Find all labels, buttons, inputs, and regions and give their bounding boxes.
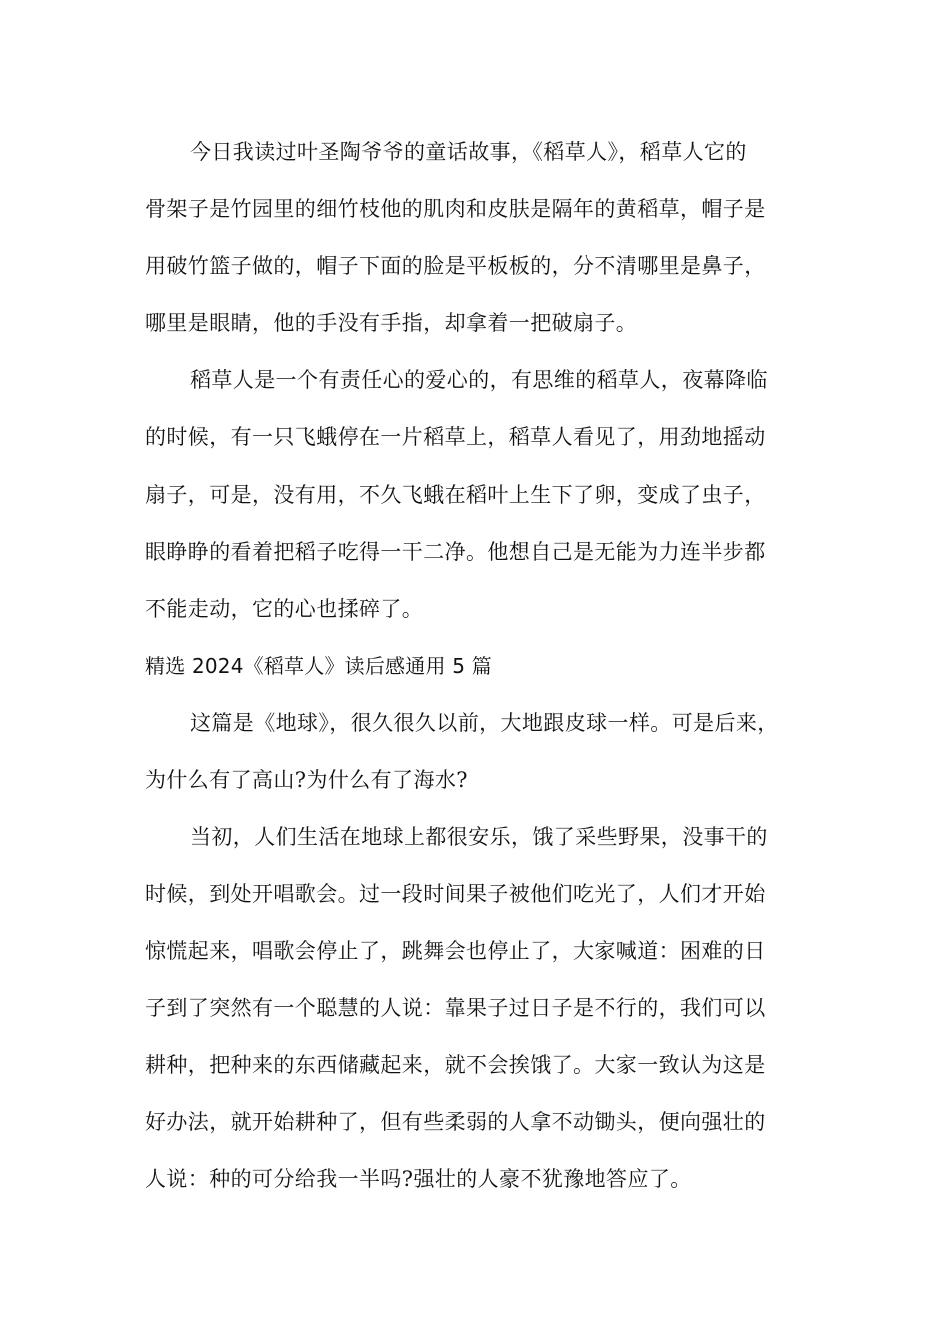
paragraph-line: 不能走动，它的心也揉碎了。 (145, 597, 424, 621)
paragraph-line: 扇子，可是，没有用，不久飞蛾在稻叶上生下了卵，变成了虫子， (145, 483, 766, 507)
paragraph-line: 今日我读过叶圣陶爷爷的童话故事，《稻草人》，稻草人它的 (190, 140, 747, 164)
paragraph-line: 好办法，就开始耕种了，但有些柔弱的人拿不动锄头，便向强壮的 (145, 1110, 766, 1134)
paragraph-line: 子到了突然有一个聪慧的人说：靠果子过日子是不行的，我们可以 (145, 996, 766, 1020)
paragraph-line: 耕种，把种来的东西储藏起来，就不会挨饿了。大家一致认为这是 (145, 1053, 766, 1077)
paragraph-line: 哪里是眼睛，他的手没有手指，却拿着一把破扇子。 (145, 311, 638, 335)
paragraph-line: 用破竹篮子做的，帽子下面的脸是平板板的，分不清哪里是鼻子， (145, 254, 766, 278)
paragraph-line: 当初，人们生活在地球上都很安乐，饿了采些野果，没事干的 (190, 825, 768, 849)
paragraph-line: 惊慌起来，唱歌会停止了，跳舞会也停止了，大家喊道：困难的日 (145, 939, 766, 963)
paragraph-line: 这篇是《地球》，很久很久以前，大地跟皮球一样。可是后来， (190, 711, 779, 735)
paragraph-line: 眼睁睁的看着把稻子吃得一干二净。他想自己是无能为力连半步都 (145, 540, 766, 564)
paragraph-line: 时候，到处开唱歌会。过一段时间果子被他们吃光了，人们才开始 (145, 882, 766, 906)
paragraph-line: 稻草人是一个有责任心的爱心的，有思维的稻草人，夜幕降临 (190, 368, 768, 392)
section-heading: 精选 2024《稻草人》读后感通用 5 篇 (145, 654, 492, 678)
paragraph-line: 骨架子是竹园里的细竹枝他的肌肉和皮肤是隔年的黄稻草，帽子是 (145, 197, 766, 221)
paragraph-line: 人说：种的可分给我一半吗?强壮的人豪不犹豫地答应了。 (145, 1167, 692, 1191)
paragraph-line: 的时候，有一只飞蛾停在一片稻草上，稻草人看见了，用劲地摇动 (145, 425, 766, 449)
paragraph-line: 为什么有了高山?为什么有了海水? (145, 768, 468, 792)
